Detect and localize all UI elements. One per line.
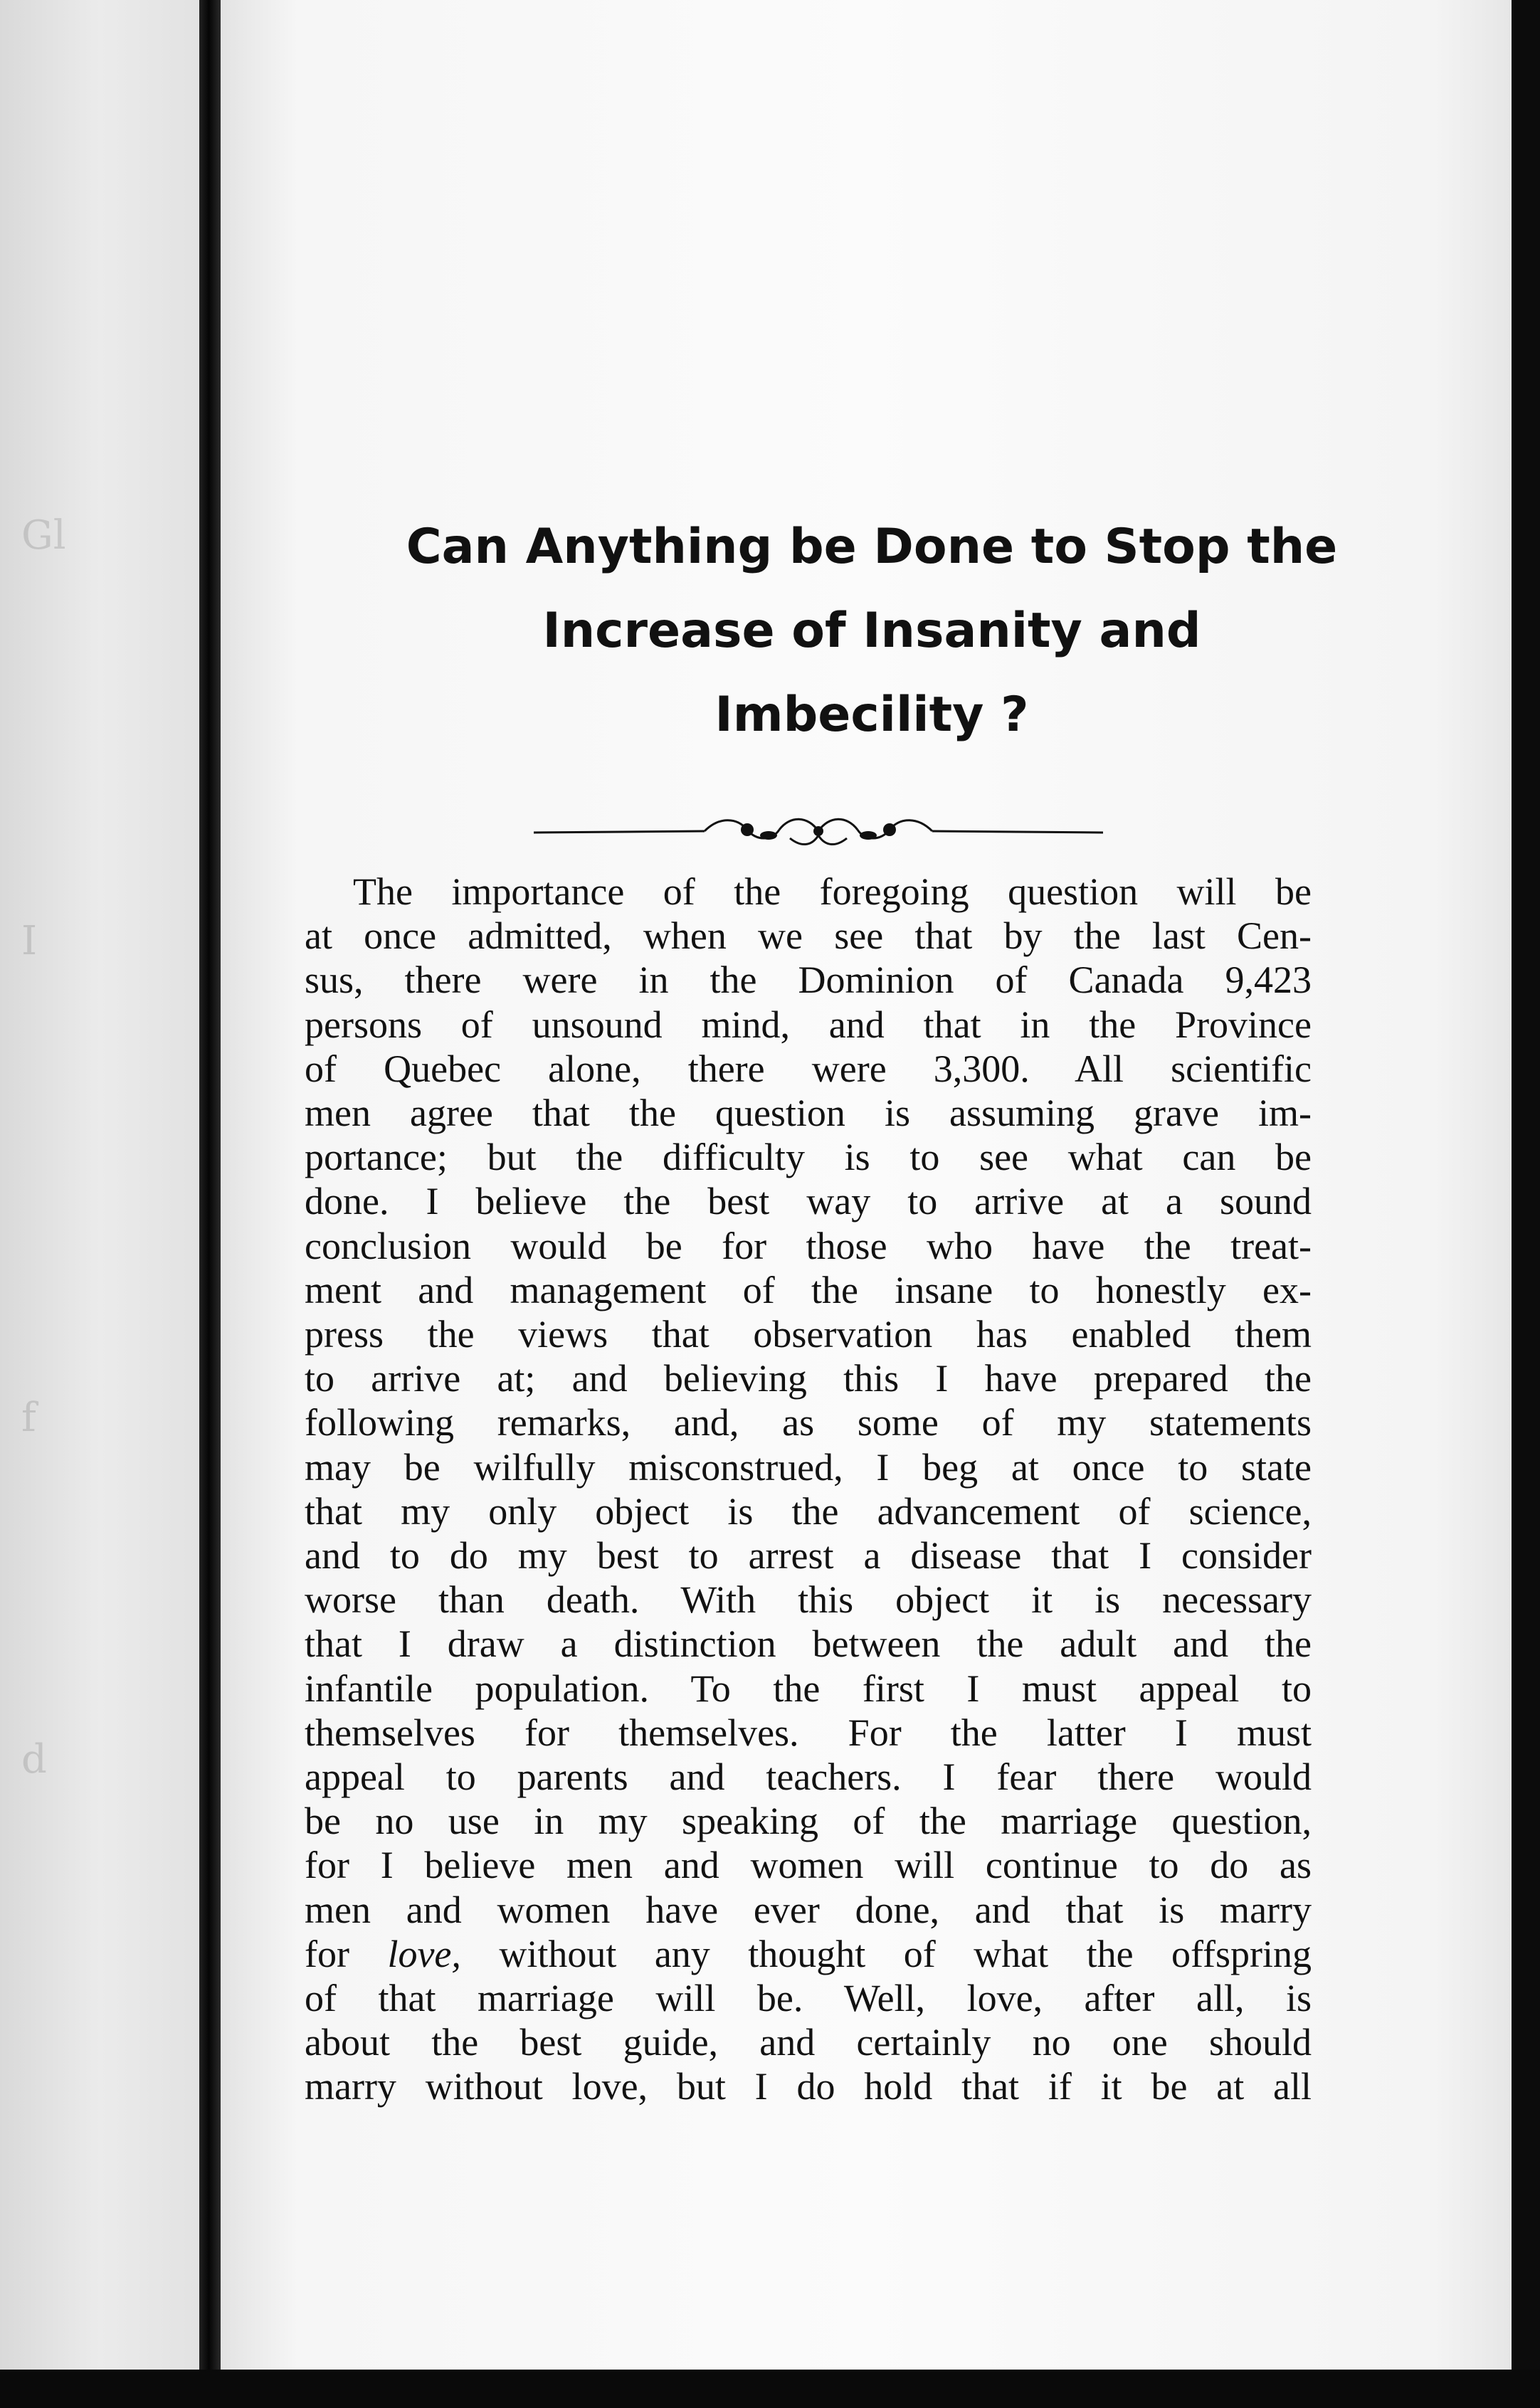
text-line: appeal to parents and teachers. I fear there would [305,1755,1312,1799]
text-line: that I draw a distinction between the adult and the [305,1622,1312,1666]
text-line: of that marriage will be. Well, love, after all, is [305,1977,1312,2020]
text-line: worse than death. With this object it is necessary [305,1578,1312,1622]
title-line: Can Anything be Done to Stop the [406,519,1338,575]
left-page-margin [0,0,199,2377]
left-page-ghost-text: Gl [21,512,66,559]
text-line: for I believe men and women will continue to do as [305,1844,1312,1887]
text-line: The importance of the foregoing question will be [353,870,1312,913]
text-line: men and women have ever done, and that is marry [305,1888,1312,1931]
book-page [221,0,1512,2370]
text-line: ment and management of the insane to honestly ex- [305,1268,1312,1311]
text-segment: for [305,1932,388,1975]
text-line: press the views that observation has enabled them [305,1313,1312,1356]
text-line: themselves for themselves. For the latter I must [305,1711,1312,1754]
text-line: about the best guide, and certainly no one should [305,2021,1312,2064]
text-line: and to do my best to arrest a disease that I consider [305,1534,1312,1578]
text-line: following remarks, and, as some of my statements [305,1401,1312,1445]
text-line: conclusion would be for those who have the treat- [305,1224,1312,1267]
italic-word: love, [387,1932,461,1975]
text-line: sus, there were in the Dominion of Canada 9,423 [305,959,1312,1002]
title-line: Imbecility ? [714,687,1029,743]
text-line: portance; but the difficulty is to see what can be [305,1136,1312,1179]
text-line: men agree that the question is assuming grave im- [305,1092,1312,1135]
title-line: Increase of Insanity and [542,603,1201,659]
body-paragraph [305,870,1312,2109]
text-line: may be wilfully misconstrued, I beg at once to state [305,1445,1312,1489]
ornamental-rule-icon [534,810,1103,852]
text-line: infantile population. To the first I must appeal to [305,1667,1312,1710]
text-line: of Quebec alone, there were 3,300. All scientific [305,1047,1312,1090]
text-line: marry without love, but I do hold that if it be at all [305,2065,1312,2108]
text-line: persons of unsound mind, and that in the Province [305,1003,1312,1046]
left-page-ghost-text: f [21,1395,36,1441]
text-line: at once admitted, when we see that by the last Cen- [305,914,1312,958]
text-line: done. I believe the best way to arrive at a sound [305,1180,1312,1223]
left-page-ghost-text: I [21,918,38,964]
scan-right-border [1512,0,1540,2408]
bleed-through-shadow [313,235,1423,280]
text-line: that my only object is the advancement of science, [305,1489,1312,1533]
scan-bottom-border [0,2370,1540,2408]
text-line: to arrive at; and believing this I have prepared the [305,1357,1312,1400]
text-line-with-italic [305,1932,1312,1976]
chapter-title [292,505,1452,757]
text-line: be no use in my speaking of the marriage question, [305,1800,1312,1843]
text-segment: without any thought of what the offspring [460,1932,1312,1975]
book-spine [199,0,221,2377]
left-page-ghost-text: d [21,1736,47,1783]
